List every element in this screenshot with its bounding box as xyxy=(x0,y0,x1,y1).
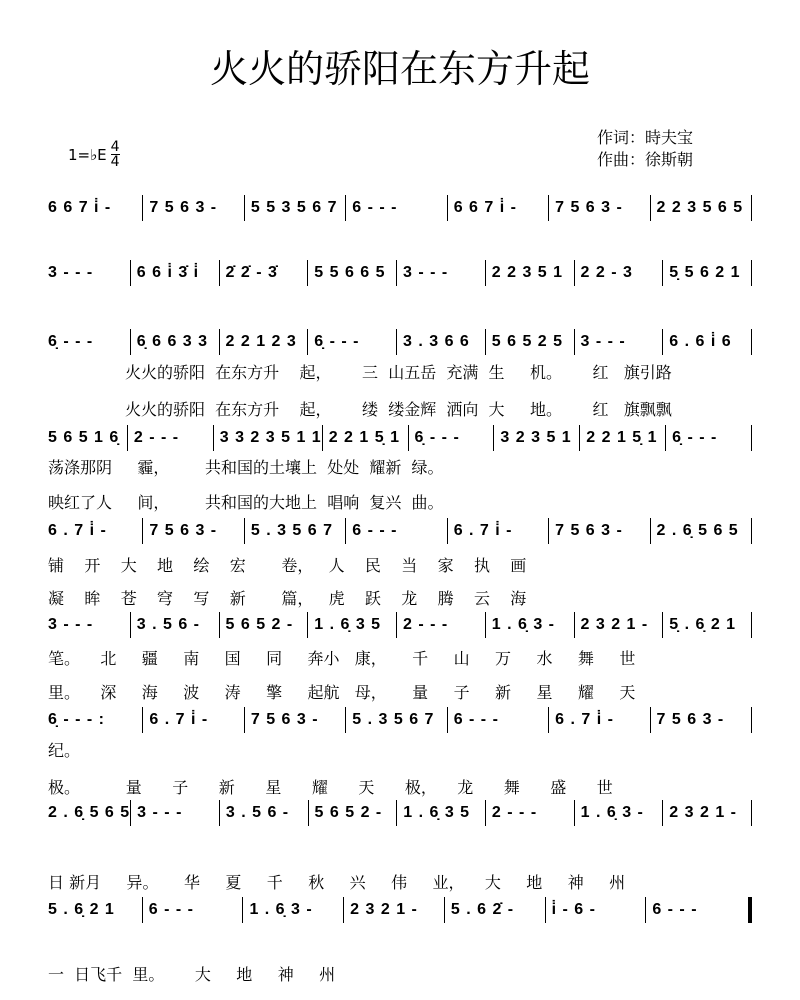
measure: 6̣ 6 6 3 3 xyxy=(136,333,209,350)
measure: 6 . 7 i̇ - xyxy=(555,711,614,728)
measure: 6̣ - - - xyxy=(48,333,94,350)
final-bar-line xyxy=(748,897,752,923)
measure: 3 . 3 6 6 xyxy=(403,333,470,350)
lyric-line: 铺 开 大 地 绘 宏 卷， 人 民 当 家 执 画 xyxy=(48,556,527,575)
measure: 2 2 1 5̣ 1 xyxy=(586,429,658,446)
measure: 6 . 7 i̇ - xyxy=(48,522,107,539)
measure: 1 . 6̣ 3 - xyxy=(491,616,555,633)
measure: 3 - - - xyxy=(403,264,449,281)
lyric-line: 荡涤那阴 霾， 共和国的土壤上 处处 耀新 绿。 xyxy=(48,458,444,477)
measure: 5 . 6̣ 2 1 xyxy=(48,901,115,918)
measure: 6 . 6 i̇ 6 xyxy=(669,333,732,350)
measure: 5 . 3 5 6 7 xyxy=(352,711,435,728)
lyric-line: 日 新月 异。 华 夏 千 秋 兴 伟 业， 大 地 神 州 xyxy=(48,873,626,892)
measure: 6 - - - xyxy=(148,901,194,918)
lyric-line: 火火的骄阳 在东方升 起， 三 山五岳 充满 生 机。 红 旗引路 xyxy=(125,363,672,382)
measure: 5̣ 5 6 2 1 xyxy=(669,264,741,281)
measure: 6 . 7 i̇ - xyxy=(453,522,513,539)
measure: 6 - - - xyxy=(352,199,398,216)
measure: 3 - - - xyxy=(48,616,94,633)
measure: 6̣ - - - : xyxy=(48,711,105,728)
notation-row xyxy=(48,195,752,221)
measure: 3 - - - xyxy=(580,333,626,350)
measure: 2 3 2 1 - xyxy=(580,616,649,633)
measure: 5 5 6 6 5 xyxy=(314,264,386,281)
song-title: 火火的骄阳在东方升起 xyxy=(209,47,590,91)
bar-line xyxy=(751,612,752,638)
measure: 7 5 6 3 - xyxy=(250,711,319,728)
measure: 5̣ . 6̣ 2 1 xyxy=(669,616,737,633)
notation-row xyxy=(48,425,752,451)
measure: 3 3 2 3 5 1 1 xyxy=(219,429,322,446)
measure: 5 6 5 2 - xyxy=(225,616,294,633)
lyric-line: 极。 量 子 新 星 耀 天 极， 龙 舞 盛 世 xyxy=(48,778,613,797)
measure: 3 - - - xyxy=(137,804,183,821)
measure: 1 . 6̣ 3 - xyxy=(580,804,644,821)
measure: 5 . 3 5 6 7 xyxy=(250,522,334,539)
measure: 3 2 3 5 1 xyxy=(500,429,572,446)
measure: 3 . 5 6 - xyxy=(225,804,290,821)
measure: 2 2 - 3 xyxy=(580,264,633,281)
notation-row xyxy=(48,612,752,638)
key-signature xyxy=(68,140,120,169)
lyric-line: 笔。 北 疆 南 国 同 奔小 康， 千 山 万 水 舞 世 xyxy=(48,649,636,668)
measure: 6 6 7 i̇ - xyxy=(453,199,517,216)
time-signature xyxy=(111,140,120,169)
measure: 6 6 i̇ 3̇ i̇ xyxy=(136,264,200,281)
bar-line xyxy=(751,518,752,544)
notation-row xyxy=(48,800,752,826)
composer: 作曲：徐斯朝 xyxy=(597,150,694,169)
measure: i̇ - 6 - xyxy=(551,901,596,918)
lyric-line: 映红了人 间， 共和国的大地上 唱响 复兴 曲。 xyxy=(48,493,444,512)
measure: 5 6 5 2 - xyxy=(314,804,383,821)
lyric-line: 纪。 xyxy=(48,741,81,760)
lyric-line: 一 日飞千 里。 大 地 神 州 xyxy=(48,965,336,984)
notation-row xyxy=(48,518,752,544)
measure: 3 . 5 6 - xyxy=(136,616,200,633)
measure: 7 5 6 3 - xyxy=(555,522,623,539)
measure: 2 2 3 5 1 xyxy=(491,264,564,281)
measure: 1 . 6̣ 3 - xyxy=(249,901,313,918)
bar-line xyxy=(751,329,752,355)
measure: 2 2 1 2 3 xyxy=(225,333,297,350)
measure: 2 2 1 5̣ 1 xyxy=(328,429,400,446)
measure: 2 2 3 5 6 5 xyxy=(656,199,744,216)
bar-line xyxy=(751,800,752,826)
time-bottom: 4 xyxy=(110,154,120,170)
bar-line xyxy=(751,195,752,221)
measure: 6 . 7 i̇ - xyxy=(149,711,209,728)
key-label: 1=♭E xyxy=(68,145,107,164)
measure: 5 6 5 1 6̣ xyxy=(48,429,120,446)
notation-row xyxy=(48,707,752,733)
bar-line xyxy=(751,707,752,733)
measure: 6̣ - - - xyxy=(672,429,718,446)
measure: 1 . 6̣ 3 5 xyxy=(314,616,382,633)
measure: 6̣ - - - xyxy=(414,429,460,446)
measure: 5 5 3 5 6 7 xyxy=(250,199,338,216)
time-top: 4 xyxy=(110,139,120,155)
lyric-line: 凝 眸 苍 穹 写 新 篇， 虎 跃 龙 腾 云 海 xyxy=(48,589,527,608)
bar-line xyxy=(751,260,752,286)
measure: 2 . 6̣ 5 6 5 xyxy=(48,804,131,821)
measure: 2 - - - xyxy=(133,429,180,446)
measure: 1 . 6̣ 3 5 xyxy=(403,804,471,821)
lyricist: 作词：時夫宝 xyxy=(597,128,694,147)
bar-line xyxy=(751,425,752,451)
measure: 6 - - - xyxy=(352,522,398,539)
measure: 6 - - - xyxy=(453,711,499,728)
measure: 5 6 5 2 5 xyxy=(491,333,564,350)
measure: 2̇ 2̇ - 3̇ xyxy=(225,264,278,281)
measure: 2 . 6̣ 5 6 5 xyxy=(656,522,739,539)
measure: 5 . 6 2̇ - xyxy=(450,901,515,918)
measure: 7 5 6 3 - xyxy=(149,199,218,216)
notation-row xyxy=(48,260,752,286)
measure: 7 5 6 3 - xyxy=(555,199,623,216)
measure: 7 5 6 3 - xyxy=(656,711,725,728)
measure: 2 - - - xyxy=(403,616,449,633)
measure: 6 - - - xyxy=(652,901,698,918)
measure: 6 6 7 i̇ - xyxy=(48,199,112,216)
measure: 2 3 2 1 - xyxy=(350,901,418,918)
notation-row xyxy=(48,897,752,923)
notation-row xyxy=(48,329,752,355)
measure: 2 3 2 1 - xyxy=(669,804,737,821)
measure: 2 - - - xyxy=(491,804,538,821)
measure: 7 5 6 3 - xyxy=(149,522,218,539)
measure: 3 - - - xyxy=(48,264,94,281)
measure: 6̣ - - - xyxy=(314,333,360,350)
lyric-line: 里。 深 海 波 涛 擎 起航 母， 量 子 新 星 耀 天 xyxy=(48,683,636,702)
lyric-line: 火火的骄阳 在东方升 起， 缕 缕金辉 洒向 大 地。 红 旗飘飘 xyxy=(125,400,672,419)
